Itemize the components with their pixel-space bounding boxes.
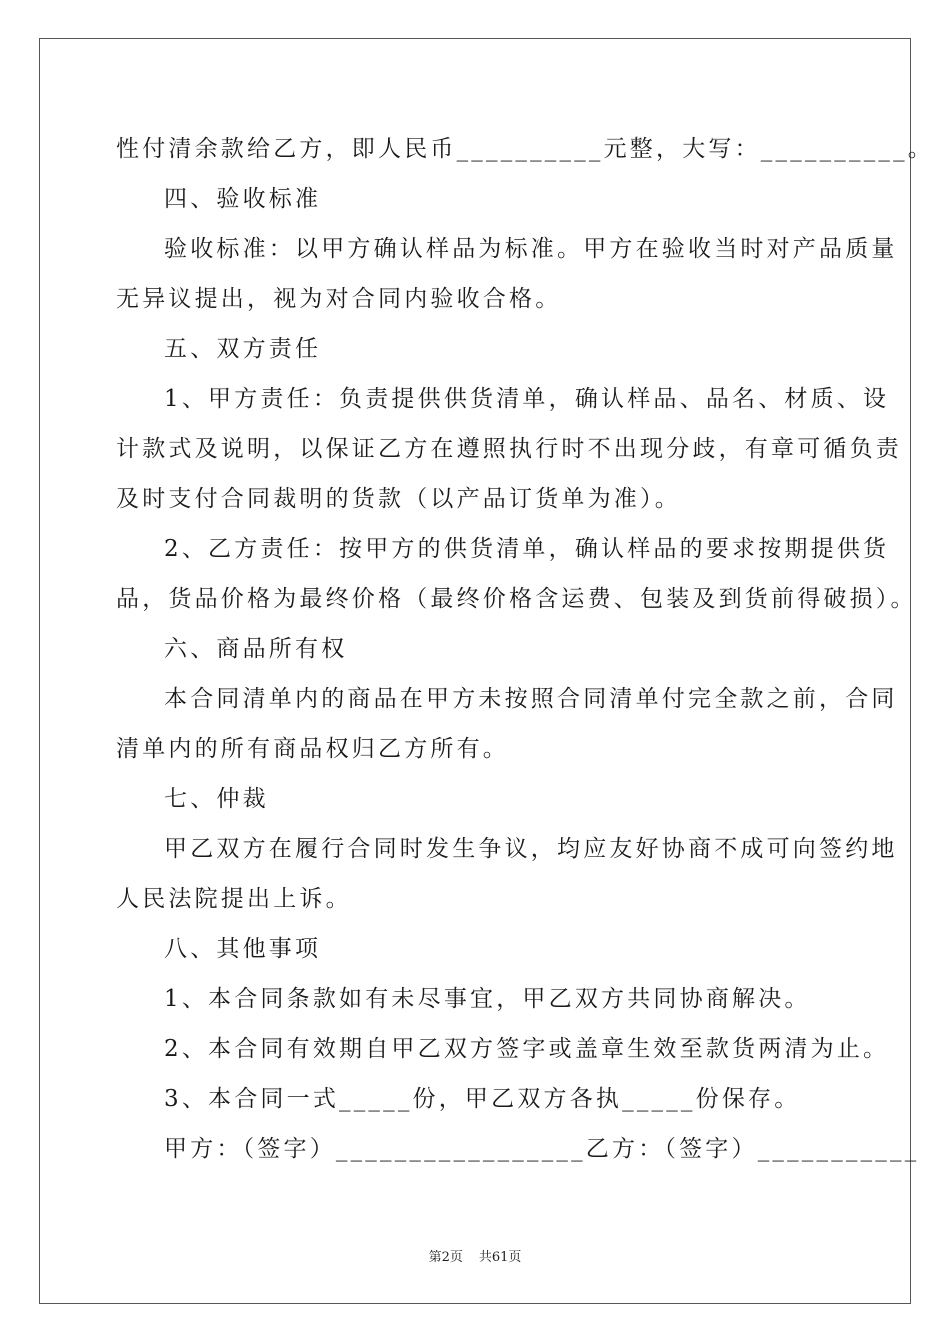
- text-line: 无异议提出，视为对合同内验收合格。: [116, 286, 562, 312]
- page-number: 第2页: [428, 1250, 463, 1265]
- page-total: 共61页: [478, 1250, 522, 1265]
- contract-body: [116, 124, 934, 1174]
- text-line: 性付清余款给乙方，即人民币__________元整，大写：__________。: [116, 136, 934, 162]
- text-line: 2、本合同有效期自甲乙双方签字或盖章生效至款货两清为止。: [164, 1036, 890, 1062]
- text-line: 2、乙方责任：按甲方的供货清单，确认样品的要求按期提供货: [164, 536, 890, 562]
- text-line: 计款式及说明，以保证乙方在遵照执行时不出现分歧，有章可循负责: [116, 436, 902, 462]
- section-heading-acceptance: 四、验收标准: [164, 186, 322, 212]
- text-line: 1、甲方责任：负责提供供货清单，确认样品、品名、材质、设: [164, 386, 890, 412]
- text-line: 本合同清单内的商品在甲方未按照合同清单付完全款之前，合同: [164, 686, 898, 712]
- section-heading-other-matters: 八、其他事项: [164, 936, 322, 962]
- section-heading-arbitration: 七、仲裁: [164, 786, 269, 812]
- text-line: 甲乙双方在履行合同时发生争议，均应友好协商不成可向签约地: [164, 836, 898, 862]
- text-line: 3、本合同一式_____份，甲乙双方各执_____份保存。: [164, 1086, 801, 1112]
- text-line: 验收标准：以甲方确认样品为标准。甲方在验收当时对产品质量: [164, 236, 898, 262]
- section-heading-ownership: 六、商品所有权: [164, 636, 348, 662]
- text-line: 及时支付合同裁明的货款（以产品订货单为准）。: [116, 486, 681, 512]
- text-line: 清单内的所有商品权归乙方所有。: [116, 736, 509, 762]
- signature-line: 甲方：（签字）_________________乙方：（签字）___________: [164, 1136, 920, 1162]
- text-line: 1、本合同条款如有未尽事宜，甲乙双方共同协商解决。: [164, 986, 811, 1012]
- section-heading-responsibilities: 五、双方责任: [164, 336, 322, 362]
- text-line: 人民法院提出上诉。: [116, 886, 352, 912]
- page-footer: [0, 1246, 950, 1265]
- text-line: 品，货品价格为最终价格（最终价格含运费、包装及到货前得破损）。: [116, 586, 917, 612]
